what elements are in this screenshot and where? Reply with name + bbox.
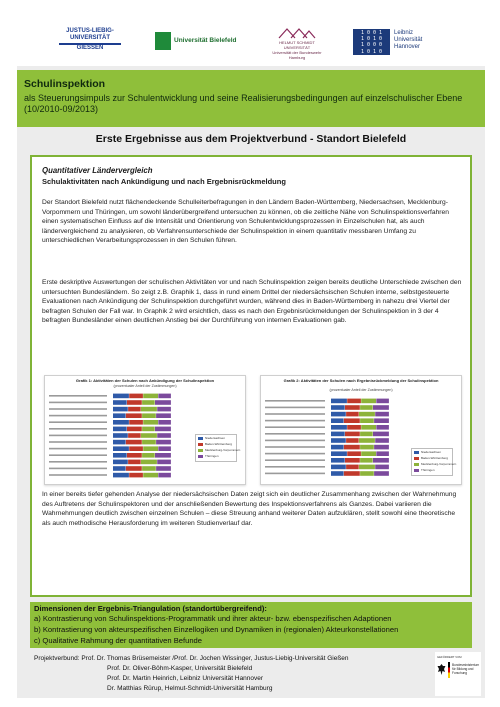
bar-segment [113,453,127,458]
project-line-3: Prof. Dr. Martin Heinrich, Leibniz Universität Hannover [107,675,264,682]
bar-segment [331,451,347,456]
bar-segment [376,399,389,404]
bar-segment [155,453,171,458]
bar-segment [331,399,347,404]
bar-segment [141,460,157,465]
bar-segment [113,413,126,418]
row-label-placeholder [49,448,107,450]
bar-segment [113,420,129,425]
row-label-placeholder [49,435,107,437]
bar-segment [157,433,171,438]
row-label-placeholder [265,433,325,435]
bar-segment [129,394,143,399]
paragraph-1: Der Standort Bielefeld nutzt flächendeckende Schulleiterbefragungen in den Ländern Baden-Württemberg, Niedersachsen, Mecklenburg-Vorpommern und Thüringen, um sowohl länderübergreifend untersuchen zu können, ob die zeitliche Nähe von Schulinspektionsverfahren einen systematischen Einfluss auf die Intensität und Orientierung von Schulentwicklungsprozessen in Einzelschulen hat, als auch ländervergleichend zu analysieren, ob Verfahrensunterschiede der Schulinspektion in einem quantitativ messbaren Umfang zu unterschiedlichen Verarbeitungsprozessen in den Schulen führen. [42,199,449,245]
project-line-2: Prof. Dr. Oliver-Böhm-Kasper, Universität Bielefeld [107,665,253,672]
bar-segment [155,427,171,432]
bar-segment [156,466,171,471]
bar-segment [142,466,156,471]
triangulation-item-b: b) Kontrastierung von akteurspezifischen Einzellogiken und Dynamiken in (regionalen) Akteurkonstellationen [34,625,399,634]
bar-segment [143,420,158,425]
triangulation-item-a: a) Kontrastierung von Schulinspektions-Programmatik und ihrer akteur- bzw. ebenspezifischen Adaptionen [34,614,392,623]
bar-segment [113,460,128,465]
graph-2-title: Grafik 2: Aktivitäten der Schulen nach Ergebnisrückmeldung der Schulinspektion [283,378,439,383]
bar-segment [129,473,143,478]
bar-segment [127,453,142,458]
triangulation-item-c: c) Qualitative Rahmung der quantitativen Befunde [34,636,203,645]
bar-segment [141,433,157,438]
flag-stripe [448,662,450,678]
bar-segment [129,446,143,451]
bar-segment [346,465,359,470]
bar-segment [142,453,155,458]
bar-segment [331,458,345,463]
bar-segment [375,412,389,417]
bar-segment [360,405,373,410]
row-label-placeholder [49,408,107,410]
poster [17,12,485,698]
bar-segment [360,418,374,423]
row-label-placeholder [265,466,325,468]
paragraph-3: In einer bereits tiefer gehenden Analyse der niedersächsischen Daten zeigt sich ein deutlicher Zusammenhang zwischen der Wahrnehmung des Auftretens der Schulinspektoren und der anschließenden Bewertung des Inspektionsverfahrens als Ganzes. Dabei variieren die Wahrnehmungen deutlich zwischen einzelnen Schulen – diese Streuung anhand weiterer Daten aufzuklären, stellt sowohl eine theoretische als auch methodische Herausforderung im weiteren Studienverlauf dar. [42,491,457,527]
bar-segment [143,446,158,451]
bar-segment [359,438,375,443]
eagle-icon [437,663,446,676]
bar-segment [126,413,142,418]
row-label-placeholder [265,440,325,442]
bar-segment [156,440,171,445]
bar-segment [360,432,373,437]
bar-segment [331,471,344,476]
graph-2-subtitle: (prozentualer Anteil der Zustimmungen) [329,388,393,392]
bar-segment [128,407,141,412]
bar-segment [361,451,376,456]
row-label-placeholder [49,421,107,423]
bar-segment [347,425,361,430]
bar-segment [345,432,360,437]
bar-segment [331,418,344,423]
row-label-placeholder [49,474,107,476]
row-label-placeholder [49,461,107,463]
row-label-placeholder [49,441,107,443]
bar-segment [331,432,345,437]
row-label-placeholder [49,395,107,397]
bar-segment [361,425,376,430]
bar-segment [158,473,171,478]
row-label-placeholder [265,400,325,402]
bar-segment [142,440,156,445]
bar-segment [113,400,127,405]
bar-segment [142,413,156,418]
bar-segment [344,418,360,423]
row-label-placeholder [265,426,325,428]
content-subheading: Schulaktivitäten nach Ankündigung und nach Ergebnisrückmeldung [42,177,286,186]
content-heading: Quantitativer Ländervergleich [42,166,153,175]
bar-segment [155,400,171,405]
bar-segment [331,445,344,450]
bar-segment [360,471,374,476]
bar-segment [113,473,129,478]
graph-1-legend: Niedersachsen Baden-Württemberg Mecklenburg-Vorpommern Thüringen [195,434,237,462]
bar-segment [361,399,376,404]
bar-segment [374,418,389,423]
bar-segment [359,412,375,417]
bar-segment [157,407,171,412]
bar-segment [376,451,389,456]
project-line-1: Projektverbund: Prof. Dr. Thomas Brüsemeister /Prof. Dr. Jochen Wissinger, Justus-Liebig-Universität Gießen [34,655,349,662]
bar-segment [376,425,389,430]
row-label-placeholder [265,446,325,448]
bar-segment [347,399,361,404]
row-label-placeholder [49,454,107,456]
logo-bar [17,12,485,66]
bar-segment [375,438,389,443]
bar-segment [126,466,142,471]
paragraph-2: Erste deskriptive Auswertungen der schulischen Aktivitäten vor und nach Schulinspektion zeigen bereits deutliche Unterschiede zwischen den untersuchten Bundesländern. So zeigt z.B. Graphik 1, dass in rund einem Drittel der niedersächsischen Schulen interne, selbstgesteuerte Evaluationen nach Ankündigung der Schulinspektion durchgeführt wurden, während dies in Baden-Württemberg in nahezu drei Viertel der befragten Schulen der Fall war. In Graphik 2 wird ersichtlich, dass es nach den Ergebnisrückmeldungen der Schulinspektion in 3 der 4 befragten Bundesländer einen deutlichen Anstieg bei der Durchführung von internen Evaluationen gab. [42,279,462,325]
bar-segment [344,445,360,450]
bar-segment [113,440,126,445]
bar-segment [143,473,158,478]
page-subtitle: als Steuerungsimpuls zur Schulentwicklung und seine Realisierungsbedingungen auf einzelschulischer Ebene (10/2010-09/2013) [24,93,463,114]
bielefeld-logo: Universität Bielefeld [155,32,229,50]
bar-segment [373,432,389,437]
row-label-placeholder [49,415,107,417]
row-label-placeholder [49,428,107,430]
hsu-logo: HELMUT SCHMIDT UNIVERSITÄT Universität der Bundeswehr Hamburg [267,26,327,58]
row-label-placeholder [265,407,325,409]
bmbf-logo: GEFÖRDERT VOM Bundesministerium für Bildung und Forschung [435,652,481,696]
bar-segment [346,412,359,417]
project-line-4: Dr. Matthias Rürup, Helmut-Schmidt-Universität Hamburg [107,685,273,692]
graph-1 [44,375,246,485]
bar-segment [374,471,389,476]
bar-segment [360,458,373,463]
graph-1-title: Grafik 1: Aktivitäten der Schulen nach Ankündigung der Schulinspektion [75,378,215,383]
bar-segment [344,471,360,476]
bar-segment [158,446,171,451]
row-label-placeholder [49,468,107,470]
bar-segment [331,438,346,443]
bar-segment [331,405,345,410]
bar-segment [142,400,155,405]
bar-segment [113,466,126,471]
bar-segment [158,420,171,425]
bar-segment [331,412,346,417]
row-label-placeholder [265,473,325,475]
bar-segment [143,394,158,399]
row-label-placeholder [265,413,325,415]
graph-2-legend: Niedersachsen Baden-Württemberg Mecklenburg-Vorpommern Thüringen [411,448,453,476]
bar-segment [156,413,171,418]
bar-segment [141,407,157,412]
bar-segment [374,445,389,450]
bar-segment [113,394,129,399]
bar-segment [126,440,142,445]
graph-2 [260,375,462,485]
bar-segment [128,460,141,465]
graph-1-bars [45,376,245,484]
bar-segment [373,458,389,463]
bar-segment [347,451,361,456]
row-label-placeholder [49,402,107,404]
bar-segment [359,465,375,470]
bar-segment [128,433,141,438]
bar-segment [158,394,171,399]
bar-segment [373,405,389,410]
triangulation-heading: Dimensionen der Ergebnis-Triangulation (standortübergreifend): [34,604,267,613]
row-label-placeholder [265,453,325,455]
bar-segment [375,465,389,470]
row-label-placeholder [265,420,325,422]
graph-1-subtitle: (prozentualer Anteil der Zustimmungen) [113,384,177,388]
jlu-logo: JUSTUS-LIEBIG- UNIVERSITÄT GIESSEN [59,28,121,52]
bar-segment [345,458,360,463]
bar-segment [142,427,155,432]
hsu-emblem-icon [277,26,317,40]
bar-segment [113,407,128,412]
bar-segment [157,460,171,465]
luh-logo: 1 0 0 1 1 0 1 0 1 0 0 0 1 0 1 0 Leibniz Universität Hannover [353,29,445,55]
bar-segment [113,446,129,451]
bar-segment [346,438,359,443]
bar-segment [127,427,142,432]
bar-segment [113,433,128,438]
bar-segment [331,465,346,470]
bar-segment [331,425,347,430]
row-label-placeholder [265,459,325,461]
bar-segment [345,405,360,410]
page-title: Schulinspektion [24,78,106,90]
bar-segment [360,445,374,450]
bar-segment [129,420,143,425]
bar-segment [127,400,142,405]
content-box [30,155,472,597]
bar-segment [113,427,127,432]
section-title: Erste Ergebnisse aus dem Projektverbund - Standort Bielefeld [95,133,407,145]
